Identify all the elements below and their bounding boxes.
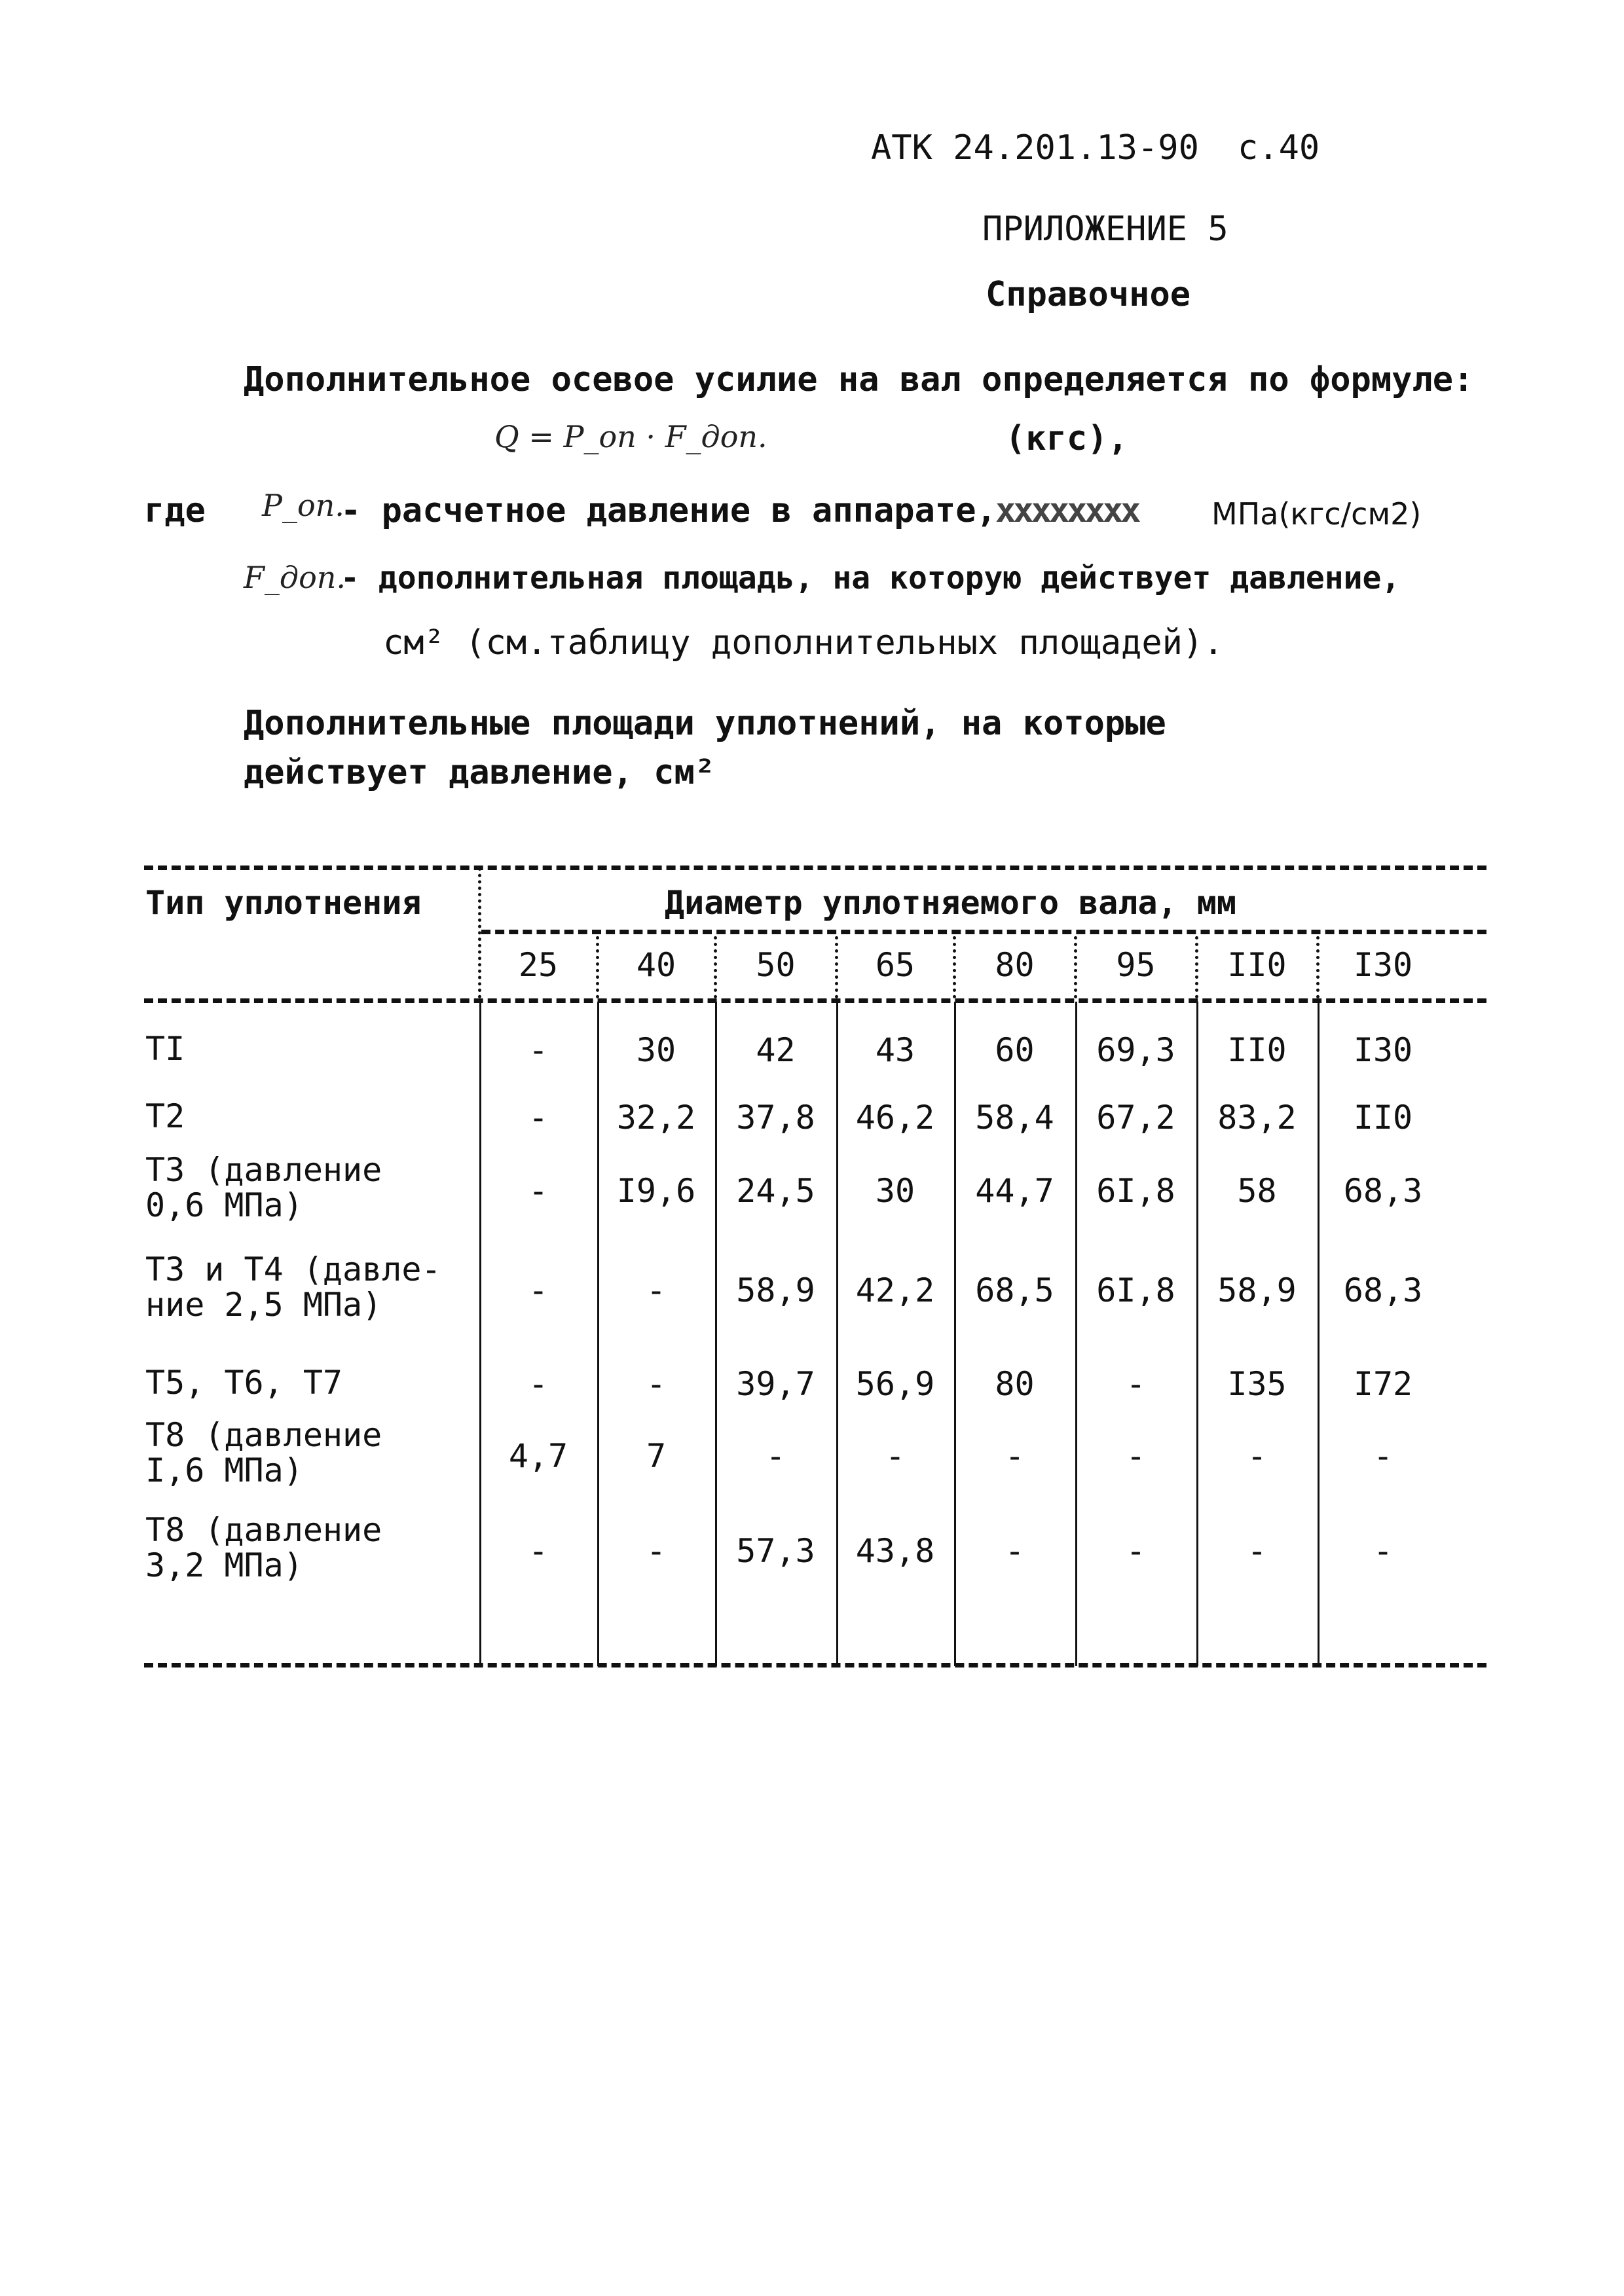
table-cell: 58 <box>1237 1172 1277 1210</box>
row-label: T3 (давление 0,6 МПа) <box>145 1151 382 1224</box>
row-label: T3 и T4 (давле- ние 2,5 МПа) <box>145 1250 441 1324</box>
table-cell: - <box>1005 1437 1025 1475</box>
table-cell: II0 <box>1227 1031 1287 1069</box>
row-label: T8 (давление I,6 МПа) <box>145 1416 382 1489</box>
table-cell: 43 <box>875 1031 915 1069</box>
table-caption-line2: действует давление, см² <box>244 753 716 792</box>
row-label: TI <box>145 1030 185 1068</box>
table-cell: - <box>1126 1365 1146 1403</box>
table-cell: - <box>1247 1532 1267 1570</box>
table-cell: - <box>528 1031 549 1069</box>
def2-continuation: см² (см.таблицу дополнительных площадей). <box>383 623 1224 663</box>
def1-struck-text: xxxxxxxx <box>995 491 1139 530</box>
page-number: с.40 <box>1238 128 1320 168</box>
table-cell: 32,2 <box>616 1099 696 1137</box>
table-cell: 44,7 <box>975 1172 1054 1210</box>
table-top-rule <box>144 866 1486 870</box>
table-cell: - <box>528 1365 549 1403</box>
diameter-header-cell: 50 <box>756 946 796 984</box>
col-header-diameter-group: Диаметр уплотняемого вала, мм <box>665 884 1236 922</box>
table-cell: 57,3 <box>736 1532 815 1570</box>
table-cell: 37,8 <box>736 1099 815 1137</box>
table-cell: 30 <box>636 1031 676 1069</box>
table-bottom-rule <box>144 1663 1486 1667</box>
where-word: где <box>144 491 206 530</box>
col-header-seal-type: Тип уплотнения <box>145 884 422 922</box>
table-cell: 4,7 <box>508 1437 568 1475</box>
table-cell: I72 <box>1353 1365 1413 1403</box>
def2-text: - дополнительная площадь, на которую действует давление, <box>341 560 1401 596</box>
def1-symbol: P_оп. <box>262 488 344 523</box>
row-label: T5, T6, T7 <box>145 1364 343 1402</box>
table-cell: 68,3 <box>1343 1271 1423 1309</box>
table-cell: 42,2 <box>855 1271 935 1309</box>
row-label: T8 (давление 3,2 МПа) <box>145 1511 382 1584</box>
formula-unit: (кгс), <box>1005 419 1128 458</box>
document-code: АТК 24.201.13-90 <box>871 128 1199 168</box>
formula: Q = P_оп · F_доп. <box>494 419 767 454</box>
table-cell: 58,4 <box>975 1099 1054 1137</box>
table-caption-line1: Дополнительные площади уплотнений, на которые <box>244 704 1166 743</box>
table-cell: 58,9 <box>736 1271 815 1309</box>
table-cell: - <box>1005 1532 1025 1570</box>
appendix-type: Справочное <box>986 275 1191 314</box>
appendix-title: ПРИЛОЖЕНИЕ 5 <box>982 210 1228 249</box>
table-cell: - <box>528 1099 549 1137</box>
diameter-header-cell: 40 <box>636 946 676 984</box>
diameter-header-cell: 65 <box>875 946 915 984</box>
table-header-rule <box>144 998 1486 1003</box>
table-cell: 69,3 <box>1096 1031 1175 1069</box>
table-cell: 46,2 <box>855 1099 935 1137</box>
table-cell: 43,8 <box>855 1532 935 1570</box>
intro-sentence: Дополнительное осевое усилие на вал определяется по формуле: <box>244 360 1474 399</box>
table-cell: - <box>1126 1532 1146 1570</box>
table-cell: - <box>646 1271 667 1309</box>
table-cell: I30 <box>1353 1031 1413 1069</box>
diameter-header-cell: II0 <box>1227 946 1287 984</box>
diameter-header-cell: 25 <box>518 946 559 984</box>
table-cell: - <box>528 1271 549 1309</box>
table-subheader-rule <box>481 930 1486 934</box>
table-cell: - <box>885 1437 906 1475</box>
table-cell: - <box>1373 1437 1393 1475</box>
table-cell: 60 <box>995 1031 1035 1069</box>
table-cell: - <box>1373 1532 1393 1570</box>
table-cell: 68,3 <box>1343 1172 1423 1210</box>
table-cell: I9,6 <box>616 1172 696 1210</box>
table-cell: 42 <box>756 1031 796 1069</box>
table-cell: - <box>528 1532 549 1570</box>
table-cell: I35 <box>1227 1365 1287 1403</box>
table-cell: 80 <box>995 1365 1035 1403</box>
diameter-header-cell: 80 <box>995 946 1035 984</box>
table-cell: 56,9 <box>855 1365 935 1403</box>
table-cell: - <box>528 1172 549 1210</box>
table-cell: 67,2 <box>1096 1099 1175 1137</box>
diameter-header-cell: I30 <box>1353 946 1413 984</box>
table-cell: 7 <box>646 1437 667 1475</box>
diameter-header-cell: 95 <box>1116 946 1156 984</box>
table-cell: - <box>1126 1437 1146 1475</box>
def1-unit: МПа(кгс/см2) <box>1211 496 1422 532</box>
table-cell: - <box>646 1365 667 1403</box>
table-cell: 24,5 <box>736 1172 815 1210</box>
table-cell: 39,7 <box>736 1365 815 1403</box>
table-cell: - <box>1247 1437 1267 1475</box>
table-cell: - <box>766 1437 786 1475</box>
table-cell: 68,5 <box>975 1271 1054 1309</box>
def2-symbol: F_доп. <box>244 560 346 595</box>
table-cell: 83,2 <box>1217 1099 1297 1137</box>
def1-text: - расчетное давление в аппарате, <box>341 491 997 530</box>
row-label: T2 <box>145 1097 185 1135</box>
table-cell: - <box>646 1532 667 1570</box>
table-cell: 58,9 <box>1217 1271 1297 1309</box>
table-cell: 30 <box>875 1172 915 1210</box>
table-cell: II0 <box>1353 1099 1413 1137</box>
table-cell: 6I,8 <box>1096 1271 1175 1309</box>
table-cell: 6I,8 <box>1096 1172 1175 1210</box>
